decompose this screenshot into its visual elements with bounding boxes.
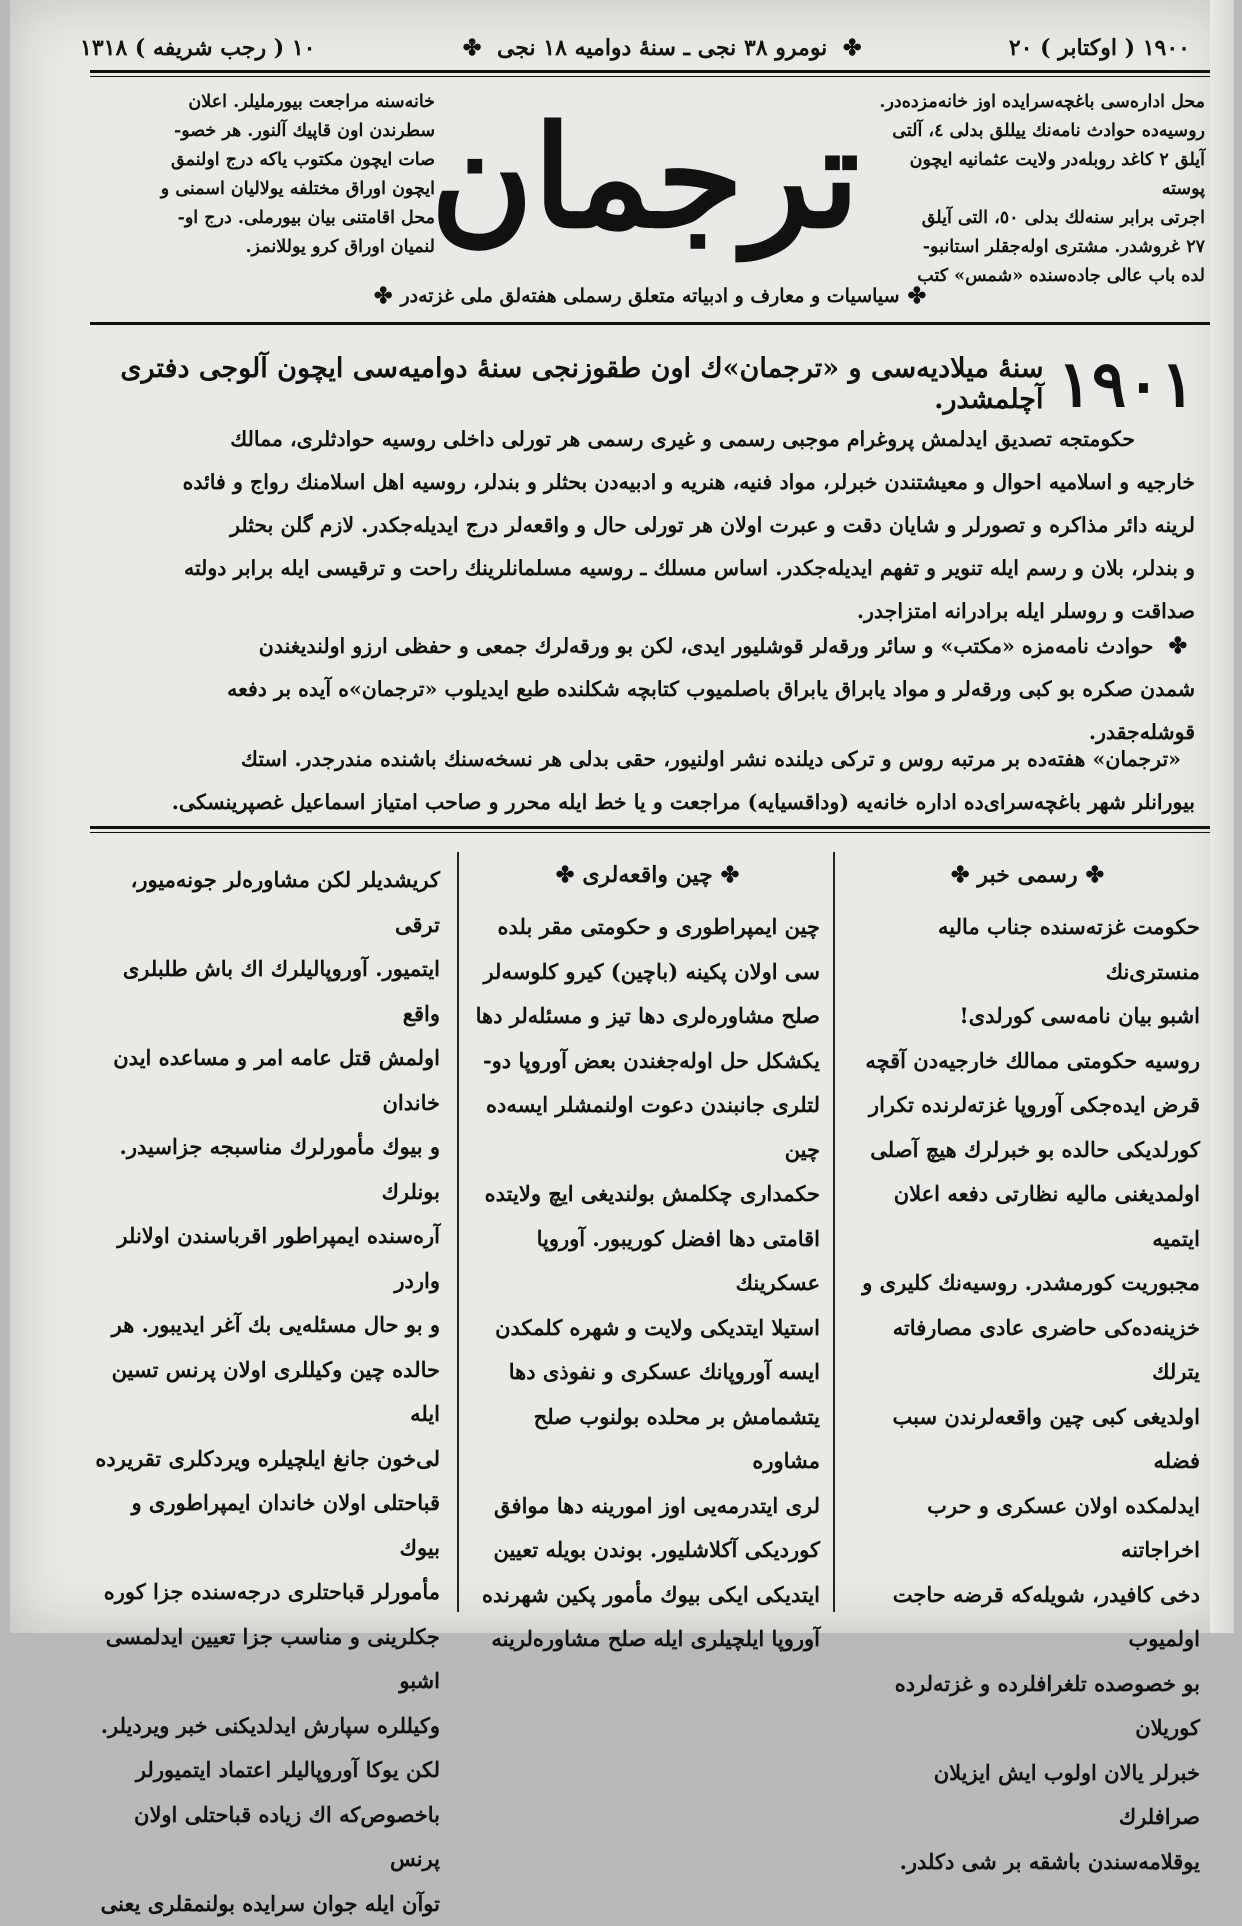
text-line: و بندلر، بلان و رسم ایله تنویر و تفهم ایدیله‌جکدر. اساس مسلك ـ روسیه مسلمانلرینك راحت و ترقیسی ایله برابر دولته bbox=[105, 547, 1195, 590]
subtitle-text: سیاسیات و معارف و ادبیاته متعلق رسملی هفته‌لق ملی غزته‌در bbox=[400, 285, 899, 307]
text-line bbox=[105, 625, 1195, 668]
text-line: لی‌خون جانغ ایلچیلره ویردکلری تقریرده bbox=[95, 1437, 440, 1482]
text-line: قوشله‌جقدر. bbox=[105, 711, 1195, 754]
section-rule-thin bbox=[90, 832, 1210, 833]
issue-number: نومرو ٣٨ نجی ـ سنهٔ دوامیه ١٨ نجی bbox=[497, 35, 827, 61]
info-line: ایچون اوراق مختلفه یولالیان اسمنی و bbox=[100, 175, 435, 204]
text-line: کوردیکی آکلاشلیور. بوندن بویله تعیین bbox=[475, 1528, 820, 1573]
ornament-icon: ✤ bbox=[1169, 633, 1187, 659]
text-line: باخصوص‌که اك زیاده قباحتلی اولان پرنس bbox=[95, 1793, 440, 1882]
info-line: محل اداره‌سی باغچه‌سرایده اوز خانه‌مزده‌در. bbox=[865, 88, 1205, 117]
text-line: خبرلر یالان اولوب ایش ایزیلان صرافلرك bbox=[855, 1751, 1200, 1840]
announcement-paragraph-2 bbox=[105, 625, 1195, 754]
headline-year: ١٩٠١ bbox=[1058, 347, 1196, 422]
page-edge bbox=[1210, 0, 1234, 1633]
text-line: قباحتلی اولان خاندان ایمپراطوری و بیوك bbox=[95, 1481, 440, 1570]
text-line: لتلری جانبندن دعوت اولنمشلر ایسه‌ده چین bbox=[475, 1083, 820, 1172]
column-continuation bbox=[95, 858, 440, 1926]
text-line: لری ایتدرمه‌یی اوز امورینه دها موافق bbox=[475, 1484, 820, 1529]
ornament-icon: ✤ bbox=[463, 35, 481, 61]
text-line: ایتمیور. آوروپالیلرك اك باش طلبلری واقع bbox=[95, 947, 440, 1036]
date-line bbox=[80, 30, 1190, 66]
text-line: کریشدیلر لکن مشاوره‌لر جونه‌میور، ترقی bbox=[95, 858, 440, 947]
text-line: لکن یوکا آوروپالیلر اعتماد ایتمیورلر bbox=[95, 1748, 440, 1793]
info-line: اجرتی برابر سنه‌لك بدلی ٥٠، التی آیلق bbox=[865, 204, 1205, 233]
text-line: یتشمامش بر محلده بولنوب صلح مشاوره bbox=[475, 1395, 820, 1484]
text-line: حکومت غزته‌سنده جناب مالیه منستری‌نك bbox=[855, 905, 1200, 994]
section-rule bbox=[90, 826, 1210, 829]
text-line: صلح مشاوره‌لری دها تیز و مسئله‌لر دها bbox=[475, 994, 820, 1039]
ornament-icon: ✤ bbox=[556, 862, 574, 888]
info-line: لده باب عالی جاده‌سنده «شمس» کتب bbox=[865, 262, 1205, 291]
ornament-icon: ✤ bbox=[721, 862, 739, 888]
text-line: مأمورلر قباحتلری درجه‌سنده جزا کوره bbox=[95, 1570, 440, 1615]
text-line: یکشکل حل اوله‌جغندن بعض آوروپا دو- bbox=[475, 1039, 820, 1084]
text-line: خزینه‌ده‌کی حاضری عادی مصارفاته یترلك bbox=[855, 1306, 1200, 1395]
text-line: شمدن صکره بو کبی ورقه‌لر و مواد یابراق یابراق باصلمیوب کتابچه شکلنده طبع ایدیلوب «ترجمان»ه آیده بر دفعه bbox=[105, 668, 1195, 711]
column-heading-china-events bbox=[475, 858, 820, 892]
info-line: خانه‌سنه مراجعت بیورملیلر. اعلان bbox=[100, 88, 435, 117]
newspaper-title: ترجمان bbox=[440, 78, 850, 278]
headline-text: سنهٔ میلادیه‌سی و «ترجمان»ك اون طقوزنجی سنهٔ دوامیه‌سی ایچون آلوجی دفتری آچلمشدر. bbox=[110, 353, 1044, 415]
date-gregorian: ١٩٠٠ ( اوکتابر ) ٢٠ bbox=[1009, 35, 1190, 61]
text-line: اقامتی دها افضل کوریبور. آوروپا عسکرینك bbox=[475, 1217, 820, 1306]
text-line: بو خصوصده تلغرافلرده و غزته‌لرده کوریلان bbox=[855, 1662, 1200, 1751]
text-line: خارجیه و اسلامیه احوال و معیشتندن خبرلر، مواد فنیه، هنریه و ادبیه‌دن بحثلر و بندلر، روسیه اهل اسلامنك رواج و فائده bbox=[105, 461, 1195, 504]
text-line: حکومتجه تصدیق ایدلمش پروغرام موجبی رسمی و غیری رسمی هر تورلی داخلی روسیه حوادثلری، ممالك bbox=[105, 418, 1195, 461]
text-line: حکمداری چکلمش بولندیغی ایچ ولایتده bbox=[475, 1172, 820, 1217]
text-line: ایدلمکده اولان عسکری و حرب اخراجاتنه bbox=[855, 1484, 1200, 1573]
top-rule-thin bbox=[90, 76, 1210, 77]
column-official-news bbox=[855, 905, 1200, 1884]
heading-text: رسمی خبر bbox=[977, 862, 1077, 888]
text-line: کورلدیکی حالده بو خبرلرك هیچ آصلی bbox=[855, 1128, 1200, 1173]
text-line: و بو حال مسئله‌یی بك آغر ایدیبور. هر bbox=[95, 1303, 440, 1348]
announcement-headline bbox=[110, 352, 1195, 416]
date-hijri: ١٠ ( رجب شریفه ) ١٣١٨ bbox=[80, 35, 315, 61]
text-line: صداقت و روسلر ایله برادرانه امتزاجدر. bbox=[105, 590, 1195, 633]
text-line: لرینه دائر مذاکره و تصورلر و شایان دقت و عبرت اولان هر تورلی حال و واقعه‌لر درج ایدیله‌جکدر. لازم گلن بحثلر bbox=[105, 504, 1195, 547]
issue-info bbox=[455, 35, 870, 61]
info-line: سطرندن اون قاپیك آلنور. هر خصو- bbox=[100, 117, 435, 146]
masthead-info-right bbox=[865, 88, 1205, 291]
text-line: اولمش قتل عامه امر و مساعده ایدن خاندان bbox=[95, 1036, 440, 1125]
info-line: لنمیان اوراق کرو یوللانمز. bbox=[100, 233, 435, 262]
text-line: استیلا ایتدیکی ولایت و شهره کلمکدن bbox=[475, 1306, 820, 1351]
text-line: و بیوك مأمورلرك مناسبجه جزاسیدر. بونلرك bbox=[95, 1125, 440, 1214]
text-line: آوروپا ایلچیلری ایله صلح مشاوره‌لرینه bbox=[475, 1617, 820, 1662]
column-china-events bbox=[475, 905, 820, 1662]
text-line: توآن ایله جوان سرایده بولنمقلری یعنی bbox=[95, 1882, 440, 1926]
text-line: روسیه حکومتی ممالك خارجیه‌دن آقچه bbox=[855, 1039, 1200, 1084]
text-line: سی اولان پکینه (باچین) کیرو کلوسه‌لر bbox=[475, 950, 820, 995]
text-line: بیورانلر شهر باغچه‌سرای‌ده اداره خانه‌یه (وداقسیایه) مراجعت و یا خط ایله محرر و صاحب امتیاز اسماعیل غصپرینسکی. bbox=[105, 781, 1195, 824]
text-line: ایتدیکی ایکی بیوك مأمور پکین شهرنده bbox=[475, 1573, 820, 1618]
ornament-icon: ✤ bbox=[951, 862, 969, 888]
info-line: صات ایچون مکتوب یاکه درج اولنمق bbox=[100, 146, 435, 175]
text-line: وکیللره سپارش ایدلدیکنی خبر ویردیلر. bbox=[95, 1704, 440, 1749]
column-divider bbox=[457, 852, 459, 1612]
masthead-info-left bbox=[100, 88, 435, 262]
text-line: جکلرینی و مناسب جزا تعیین ایدلمسی اشبو bbox=[95, 1615, 440, 1704]
text-line: مجبوریت کورمشدر. روسیه‌نك کلیری و bbox=[855, 1261, 1200, 1306]
text-line: اولمدیغنی مالیه نظارتی دفعه اعلان ایتمیه bbox=[855, 1172, 1200, 1261]
info-line: محل اقامتنی بیان بیورملی. درج او- bbox=[100, 204, 435, 233]
text-line: اولدیغی کبی چین واقعه‌لرندن سبب فضله bbox=[855, 1395, 1200, 1484]
text-line: چین ایمپراطوری و حکومتی مقر بلده bbox=[475, 905, 820, 950]
newspaper-page bbox=[10, 0, 1232, 1633]
text-line: آره‌سنده ایمپراطور اقرباسندن اولانلر واردر bbox=[95, 1214, 440, 1303]
info-line: روسیه‌ده حوادث نامه‌نك ییللق بدلی ٤، آلتی bbox=[865, 117, 1205, 146]
announcement-paragraph-3 bbox=[105, 738, 1195, 824]
text-line-content: حوادث نامه‌مزه «مکتب» و سائر ورقه‌لر قوشلیور ایدی، لکن بو ورقه‌لرك جمعی و حفظی ارزو اولندیغندن bbox=[259, 634, 1154, 658]
text-line: «ترجمان» هفته‌ده بر مرتبه روس و ترکی دیلنده نشر اولنیور، حقی بدلی هر نسخه‌سنك باشنده مندرجدر. استك bbox=[105, 738, 1195, 781]
ornament-icon: ✤ bbox=[1086, 862, 1104, 888]
masthead-rule bbox=[90, 322, 1210, 325]
text-line: دخی کافیدر، شویله‌که قرضه حاجت اولمیوب bbox=[855, 1573, 1200, 1662]
column-divider bbox=[833, 852, 835, 1612]
subtitle bbox=[340, 280, 960, 312]
text-line: حالده چین وکیللری اولان پرنس تسین ایله bbox=[95, 1348, 440, 1437]
info-line: ٢٧ غروشدر. مشتری اوله‌جقلر استانبو- bbox=[865, 233, 1205, 262]
announcement-paragraph-1 bbox=[105, 418, 1195, 633]
text-line: ایسه آوروپانك عسکری و نفوذی دها bbox=[475, 1350, 820, 1395]
ornament-icon: ✤ bbox=[908, 283, 926, 309]
column-heading-official-news bbox=[855, 858, 1200, 892]
top-rule bbox=[90, 70, 1210, 73]
text-line: اشبو بیان نامه‌سی کورلدی! bbox=[855, 994, 1200, 1039]
ornament-icon: ✤ bbox=[843, 35, 861, 61]
info-line: آیلق ٢ کاغد روبله‌در ولایت عثمانیه ایچون پوسته bbox=[865, 146, 1205, 204]
ornament-icon: ✤ bbox=[374, 283, 392, 309]
text-line: قرض ایده‌جکی آوروپا غزته‌لرنده تکرار bbox=[855, 1083, 1200, 1128]
text-line: یوقلامه‌سندن باشقه بر شی دکلدر. bbox=[855, 1840, 1200, 1885]
heading-text: چین واقعه‌لری bbox=[582, 862, 712, 888]
